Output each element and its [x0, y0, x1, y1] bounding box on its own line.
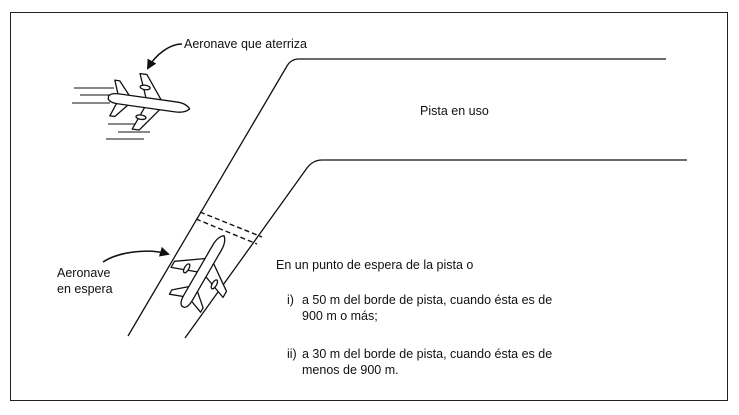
item-i-marker: i)	[287, 293, 294, 307]
waiting-aircraft-label-line2: en espera	[57, 282, 113, 296]
item-i-line1: a 50 m del borde de pista, cuando ésta es de	[302, 293, 553, 307]
landing-aircraft-arrow	[148, 44, 182, 68]
runway-inner-edge	[185, 160, 687, 338]
holding-line-upper	[200, 212, 262, 237]
item-i-line2: 900 m o más;	[302, 309, 378, 323]
waiting-aircraft-arrow	[103, 251, 168, 262]
waiting-aircraft-label-line1: Aeronave	[57, 266, 111, 280]
holding-point-intro: En un punto de espera de la pista o	[276, 258, 474, 272]
item-ii-marker: ii)	[287, 347, 297, 361]
runway-in-use-label: Pista en uso	[420, 104, 489, 118]
landing-aircraft-icon	[104, 70, 193, 137]
landing-aircraft-label: Aeronave que aterriza	[184, 37, 307, 51]
item-ii-line2: menos de 900 m.	[302, 363, 399, 377]
item-ii-line1: a 30 m del borde de pista, cuando ésta es de	[302, 347, 553, 361]
